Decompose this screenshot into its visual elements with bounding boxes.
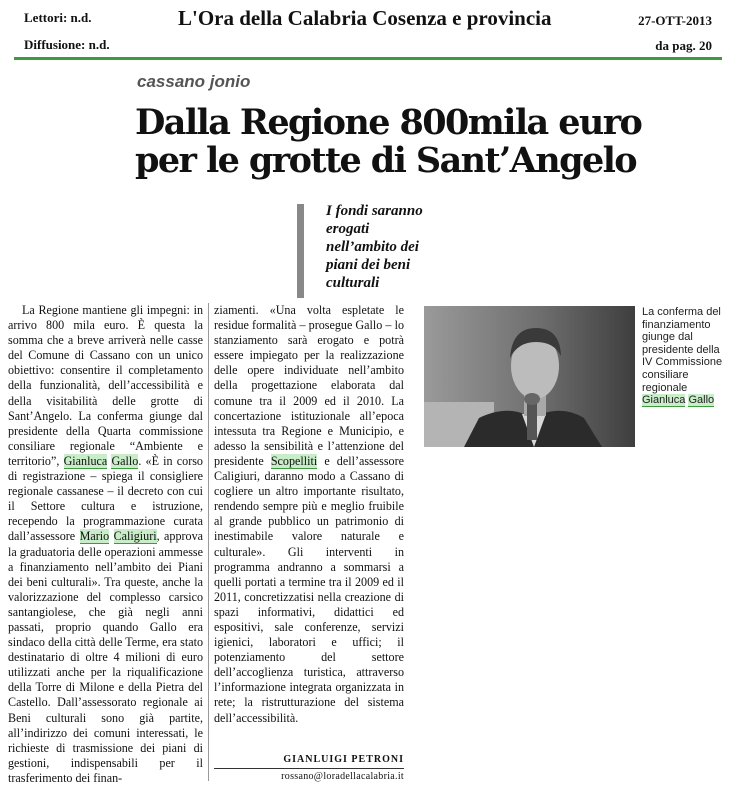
circulation-label: Diffusione: n.d. <box>24 37 110 52</box>
subhead-bar <box>297 204 304 298</box>
readers-label: Lettori: n.d. <box>24 10 92 25</box>
subhead-line: nell’ambito dei <box>326 239 419 255</box>
body-text: e dell’assessore Caligiuri, daranno modo a Cassano di cogliere un altro importante risultato, rendendo sempre più e meglio fruibile al grande pubblico un patrimonio di inestimabile valore naturale e culturale». Gli interventi in programma andranno a sommarsi a quelli portati a termine tra il 2009 ed il 2011, concretizzatisi nella creazione di spazi informativi, didattici ed espositivi, sale conferenze, servizi igienici, laboratori e uffici; il potenziamento del settore dell’accoglienza turistica, attraverso l’informazione integrata organizzata in rete; la ristrutturazione del sistema dell’accessibilità. <box>214 453 404 725</box>
subhead-line: erogati <box>326 221 370 237</box>
byline: GIANLUIGI PETRONI <box>283 754 404 765</box>
photo-portrait <box>424 306 635 447</box>
header-rule <box>14 57 722 60</box>
highlight-name: Gallo <box>688 394 715 407</box>
body-text: . «È in corso di registrazione – spiega il consigliere regionale cassanese – il decreto con cui il Settore cultura e istruzione, recependo la programmazione curata dall’assessore <box>8 453 203 544</box>
headline-line-2: per le grotte di Sant’Angelo <box>135 140 637 181</box>
portrait-illustration <box>424 306 635 447</box>
body-text: , approva la graduatoria delle operazioni ammesse a finanziamento nell’ambito dei Piani dei beni culturali». Tra queste, anche la valorizzazione del complesso carsico santangiolese, che già negli anni passati, proprio quando Gallo era sindaco della città delle Terme, era stato destinatario di oltre 4 milioni di euro utilizzati anche per la riqualificazione della Torre di Milone e della Pietra del Castello. Dall’assessorato regionale ai Beni culturali sono già partite, all’indirizzo dei comuni interessati, le richieste di trasmissione dei piani di gestioni, indispensabili per il trasferimento dei finan- <box>8 529 203 785</box>
subhead-line: piani dei beni <box>326 257 411 273</box>
author-email: rossano@loradellacalabria.it <box>281 771 404 782</box>
highlight-name: Gallo <box>111 453 139 468</box>
page-ref: da pag. 20 <box>655 38 712 53</box>
section-label: cassano jonio <box>137 72 251 91</box>
headline <box>135 104 641 180</box>
highlight-name: Caligiuri <box>113 529 157 544</box>
publication-title: L'Ora della Calabria Cosenza e provincia <box>178 6 552 30</box>
byline-rule <box>214 768 404 769</box>
subhead-line: culturali <box>326 275 380 291</box>
headline-line-1: Dalla Regione 800mila euro <box>135 102 642 143</box>
column-divider <box>208 303 209 781</box>
highlight-name: Scopelliti <box>270 453 318 468</box>
highlight-name: Gianluca <box>642 394 686 407</box>
highlight-name: Gianluca <box>63 453 108 468</box>
subhead-line: I fondi saranno <box>326 203 423 219</box>
highlight-name: Mario <box>79 529 110 544</box>
body-column-1 <box>8 303 203 786</box>
body-text: ziamenti. «Una volta espletate le residue formalità – prosegue Gallo – lo stanziamento sarà erogato e potrà essere impiegato per la realizzazione delle opere individuate nell’ambito della progettazione elaborata dal comune tra il 2009 ed il 2010. La concertazione istituzionale all’epoca intessuta tra Regione e Municipio, e adesso la sensibilità e l’attenzione del presidente <box>214 303 404 468</box>
body-column-2 <box>214 303 404 726</box>
photo-caption <box>642 306 732 407</box>
caption-text: La conferma del finanziamento giunge dal presidente della IV Commissione consiliare regionale <box>642 306 723 394</box>
subhead <box>326 202 486 292</box>
issue-date: 27-OTT-2013 <box>638 13 712 28</box>
body-text: La Regione mantiene gli impegni: in arrivo 800 mila euro. È questa la somma che a breve arriverà nelle casse del Comune di Cassano con un unico obiettivo: consentire il completamento della funzionalità, dell’accessibilità e della visitabilità delle grotte di Sant’Angelo. La conferma giunge dal presidente della Quarta commissione consiliare regionale “Ambiente e territorio”, <box>8 303 203 468</box>
